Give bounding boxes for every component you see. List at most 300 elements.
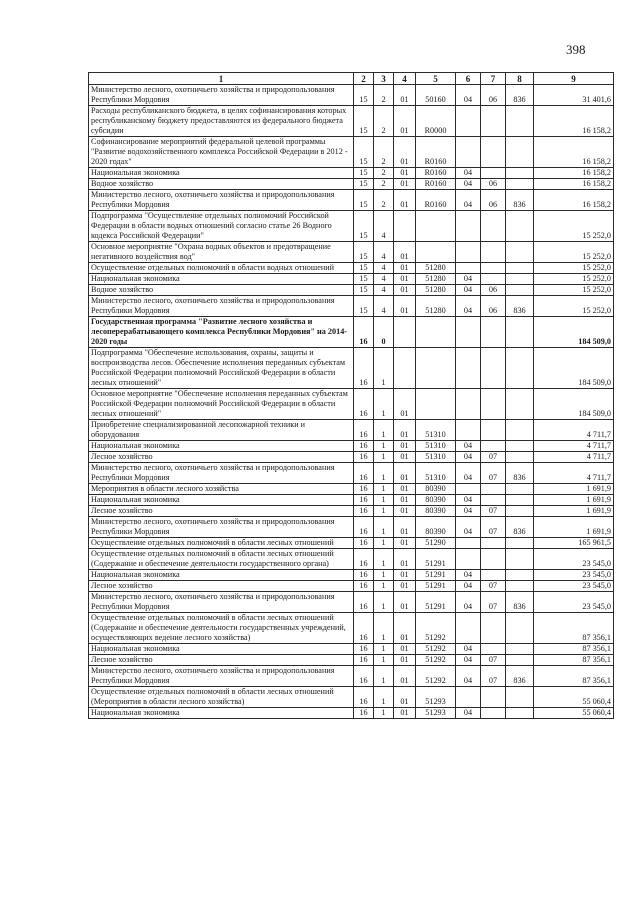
row-col-6: 04 xyxy=(456,570,481,581)
table-row xyxy=(89,179,614,190)
row-col-2: 16 xyxy=(354,687,374,708)
budget-table xyxy=(88,72,614,719)
row-col-6: 04 xyxy=(456,463,481,484)
row-col-7 xyxy=(481,168,506,179)
table-row xyxy=(89,242,614,263)
row-amount: 184 509,0 xyxy=(534,389,614,420)
row-col-2: 16 xyxy=(354,463,374,484)
row-col-8 xyxy=(506,263,534,274)
row-col-4: 01 xyxy=(394,538,416,549)
header-col-6: 6 xyxy=(456,73,481,85)
row-col-3: 1 xyxy=(374,592,394,613)
row-col-8 xyxy=(506,581,534,592)
row-col-5: R0160 xyxy=(416,179,456,190)
table-row xyxy=(89,168,614,179)
row-col-5: 51280 xyxy=(416,296,456,317)
row-col-6 xyxy=(456,317,481,348)
table-row xyxy=(89,263,614,274)
row-amount: 184 509,0 xyxy=(534,317,614,348)
row-col-2: 16 xyxy=(354,420,374,441)
row-col-3: 1 xyxy=(374,708,394,719)
row-col-3: 4 xyxy=(374,296,394,317)
row-col-8 xyxy=(506,211,534,242)
row-col-3: 1 xyxy=(374,517,394,538)
row-col-7 xyxy=(481,242,506,263)
table-row xyxy=(89,348,614,389)
row-col-7 xyxy=(481,495,506,506)
row-amount: 16 158,2 xyxy=(534,106,614,137)
header-col-8: 8 xyxy=(506,73,534,85)
row-col-4: 01 xyxy=(394,274,416,285)
row-col-7 xyxy=(481,708,506,719)
row-col-4: 01 xyxy=(394,452,416,463)
row-col-4: 01 xyxy=(394,613,416,644)
row-name: Осуществление отдельных полномочий в области водных отношений xyxy=(89,263,354,274)
row-amount: 23 545,0 xyxy=(534,581,614,592)
row-col-5: 51292 xyxy=(416,655,456,666)
row-col-2: 15 xyxy=(354,168,374,179)
row-col-3: 1 xyxy=(374,687,394,708)
row-col-5: 51280 xyxy=(416,285,456,296)
row-col-4: 01 xyxy=(394,106,416,137)
row-name: Национальная экономика xyxy=(89,168,354,179)
row-col-5: 51293 xyxy=(416,708,456,719)
row-col-4: 01 xyxy=(394,495,416,506)
header-col-5: 5 xyxy=(416,73,456,85)
table-row xyxy=(89,655,614,666)
row-col-8: 836 xyxy=(506,463,534,484)
row-col-6: 04 xyxy=(456,285,481,296)
row-amount: 31 401,6 xyxy=(534,85,614,106)
row-col-2: 16 xyxy=(354,348,374,389)
row-col-5: 80390 xyxy=(416,517,456,538)
row-col-3: 0 xyxy=(374,317,394,348)
row-col-4: 01 xyxy=(394,168,416,179)
header-col-1: 1 xyxy=(89,73,354,85)
row-amount: 1 691,9 xyxy=(534,517,614,538)
row-amount: 87 356,1 xyxy=(534,644,614,655)
row-col-6: 04 xyxy=(456,441,481,452)
row-col-4: 01 xyxy=(394,420,416,441)
row-col-8 xyxy=(506,484,534,495)
row-amount: 15 252,0 xyxy=(534,242,614,263)
row-name: Основное мероприятие "Охрана водных объектов и предотвращение негативного воздействия вод" xyxy=(89,242,354,263)
row-col-2: 16 xyxy=(354,506,374,517)
row-col-6: 04 xyxy=(456,85,481,106)
row-col-3: 2 xyxy=(374,168,394,179)
row-name: Национальная экономика xyxy=(89,495,354,506)
row-col-5: 80390 xyxy=(416,506,456,517)
row-col-4: 01 xyxy=(394,506,416,517)
row-col-6: 04 xyxy=(456,452,481,463)
row-col-6 xyxy=(456,348,481,389)
row-amount: 4 711,7 xyxy=(534,452,614,463)
table-row xyxy=(89,317,614,348)
row-col-8: 836 xyxy=(506,517,534,538)
row-col-7 xyxy=(481,389,506,420)
row-name: Лесное хозяйство xyxy=(89,506,354,517)
row-col-3: 1 xyxy=(374,452,394,463)
row-col-8: 836 xyxy=(506,666,534,687)
row-col-4: 01 xyxy=(394,85,416,106)
row-col-4: 01 xyxy=(394,592,416,613)
row-col-5: 80390 xyxy=(416,495,456,506)
row-amount: 15 252,0 xyxy=(534,263,614,274)
row-col-5 xyxy=(416,317,456,348)
row-col-2: 15 xyxy=(354,242,374,263)
row-col-7: 07 xyxy=(481,655,506,666)
row-col-3: 1 xyxy=(374,538,394,549)
row-col-8 xyxy=(506,285,534,296)
row-col-8: 836 xyxy=(506,190,534,211)
table-row xyxy=(89,389,614,420)
row-col-8 xyxy=(506,179,534,190)
row-col-7: 06 xyxy=(481,285,506,296)
row-col-3: 1 xyxy=(374,613,394,644)
row-col-5: 51292 xyxy=(416,644,456,655)
row-col-2: 16 xyxy=(354,708,374,719)
row-name: Лесное хозяйство xyxy=(89,655,354,666)
row-col-5 xyxy=(416,348,456,389)
row-col-5: 51280 xyxy=(416,263,456,274)
row-col-8 xyxy=(506,317,534,348)
row-col-7: 06 xyxy=(481,85,506,106)
row-col-7: 07 xyxy=(481,517,506,538)
row-amount: 15 252,0 xyxy=(534,296,614,317)
row-col-6 xyxy=(456,613,481,644)
row-col-7: 06 xyxy=(481,296,506,317)
row-col-4: 01 xyxy=(394,644,416,655)
row-col-4: 01 xyxy=(394,655,416,666)
row-col-4: 01 xyxy=(394,242,416,263)
row-col-8 xyxy=(506,570,534,581)
table-row xyxy=(89,592,614,613)
row-amount: 4 711,7 xyxy=(534,420,614,441)
row-col-4 xyxy=(394,317,416,348)
row-col-8 xyxy=(506,106,534,137)
row-col-2: 16 xyxy=(354,666,374,687)
row-amount: 55 060,4 xyxy=(534,687,614,708)
row-col-4: 01 xyxy=(394,687,416,708)
row-name: Национальная экономика xyxy=(89,441,354,452)
table-body xyxy=(89,85,614,719)
table-row xyxy=(89,274,614,285)
table-row xyxy=(89,666,614,687)
row-col-5 xyxy=(416,242,456,263)
row-col-6 xyxy=(456,263,481,274)
row-col-6: 04 xyxy=(456,708,481,719)
row-col-6: 04 xyxy=(456,274,481,285)
row-amount: 15 252,0 xyxy=(534,274,614,285)
row-col-3: 1 xyxy=(374,506,394,517)
row-col-4: 01 xyxy=(394,285,416,296)
table-row xyxy=(89,687,614,708)
row-col-8 xyxy=(506,655,534,666)
row-col-3: 4 xyxy=(374,242,394,263)
row-amount: 1 691,9 xyxy=(534,506,614,517)
row-col-3: 4 xyxy=(374,263,394,274)
row-col-3: 1 xyxy=(374,389,394,420)
row-name: Министерство лесного, охотничьего хозяйства и природопользования Республики Мордовия xyxy=(89,190,354,211)
row-name: Министерство лесного, охотничьего хозяйства и природопользования Республики Мордовия xyxy=(89,517,354,538)
row-col-6 xyxy=(456,420,481,441)
row-col-7 xyxy=(481,538,506,549)
row-amount: 55 060,4 xyxy=(534,708,614,719)
table-row xyxy=(89,538,614,549)
table-row xyxy=(89,190,614,211)
row-col-6 xyxy=(456,137,481,168)
row-col-5: 51291 xyxy=(416,581,456,592)
row-col-6 xyxy=(456,484,481,495)
table-row xyxy=(89,708,614,719)
row-amount: 16 158,2 xyxy=(534,179,614,190)
row-col-7 xyxy=(481,613,506,644)
header-col-2: 2 xyxy=(354,73,374,85)
row-col-8: 836 xyxy=(506,592,534,613)
row-col-7 xyxy=(481,348,506,389)
row-col-2: 16 xyxy=(354,441,374,452)
table-row xyxy=(89,285,614,296)
row-col-4: 01 xyxy=(394,137,416,168)
row-col-7 xyxy=(481,570,506,581)
row-col-8 xyxy=(506,348,534,389)
row-col-7: 07 xyxy=(481,506,506,517)
row-col-8 xyxy=(506,420,534,441)
row-col-6 xyxy=(456,687,481,708)
table-row xyxy=(89,644,614,655)
row-col-3: 1 xyxy=(374,495,394,506)
row-col-7 xyxy=(481,687,506,708)
row-col-6: 04 xyxy=(456,666,481,687)
row-col-3: 1 xyxy=(374,441,394,452)
table-row xyxy=(89,441,614,452)
row-col-5: 51310 xyxy=(416,441,456,452)
row-col-3: 1 xyxy=(374,420,394,441)
row-col-5: 51293 xyxy=(416,687,456,708)
table-row xyxy=(89,463,614,484)
row-col-3: 2 xyxy=(374,85,394,106)
row-col-6: 04 xyxy=(456,506,481,517)
row-col-6: 04 xyxy=(456,644,481,655)
row-name: Министерство лесного, охотничьего хозяйства и природопользования Республики Мордовия xyxy=(89,296,354,317)
header-col-7: 7 xyxy=(481,73,506,85)
row-amount: 23 545,0 xyxy=(534,592,614,613)
row-col-3: 1 xyxy=(374,581,394,592)
row-amount: 87 356,1 xyxy=(534,666,614,687)
row-amount: 1 691,9 xyxy=(534,484,614,495)
row-amount: 87 356,1 xyxy=(534,655,614,666)
row-name: Осуществление отдельных полномочий в области лесных отношений xyxy=(89,538,354,549)
row-col-8 xyxy=(506,168,534,179)
row-col-4 xyxy=(394,348,416,389)
row-col-8 xyxy=(506,389,534,420)
row-name: Осуществление отдельных полномочий в области лесных отношений (Содержание и обеспечение деятельности государственных учреждений, осуществляющих ведение лесного хозяйства) xyxy=(89,613,354,644)
row-col-2: 15 xyxy=(354,179,374,190)
row-col-2: 15 xyxy=(354,137,374,168)
row-col-8 xyxy=(506,452,534,463)
table-row xyxy=(89,484,614,495)
row-amount: 4 711,7 xyxy=(534,463,614,484)
row-col-7 xyxy=(481,106,506,137)
row-col-5 xyxy=(416,211,456,242)
row-col-3: 1 xyxy=(374,549,394,570)
table-row xyxy=(89,106,614,137)
row-col-6: 04 xyxy=(456,517,481,538)
row-col-2: 16 xyxy=(354,655,374,666)
row-col-8 xyxy=(506,242,534,263)
row-name: Мероприятия в области лесного хозяйства xyxy=(89,484,354,495)
row-col-7: 06 xyxy=(481,179,506,190)
row-name: Государственная программа "Развитие лесного хозяйства и лесоперерабатывающего комплекса Республики Мордовия" на 2014-2020 годы xyxy=(89,317,354,348)
row-col-5 xyxy=(416,389,456,420)
row-col-5: 51290 xyxy=(416,538,456,549)
row-name: Министерство лесного, охотничьего хозяйства и природопользования Республики Мордовия xyxy=(89,85,354,106)
row-col-6: 04 xyxy=(456,296,481,317)
row-col-2: 15 xyxy=(354,85,374,106)
row-col-5: 80390 xyxy=(416,484,456,495)
row-col-2: 16 xyxy=(354,517,374,538)
row-name: Водное хозяйство xyxy=(89,179,354,190)
row-col-6: 04 xyxy=(456,168,481,179)
row-col-4: 01 xyxy=(394,581,416,592)
row-col-6: 04 xyxy=(456,592,481,613)
row-col-4: 01 xyxy=(394,666,416,687)
table-row xyxy=(89,570,614,581)
row-col-2: 15 xyxy=(354,285,374,296)
row-col-8 xyxy=(506,708,534,719)
row-amount: 15 252,0 xyxy=(534,285,614,296)
row-col-8: 836 xyxy=(506,85,534,106)
row-col-5: 50160 xyxy=(416,85,456,106)
row-name: Национальная экономика xyxy=(89,274,354,285)
row-amount: 165 961,5 xyxy=(534,538,614,549)
row-col-2: 16 xyxy=(354,570,374,581)
row-col-2: 15 xyxy=(354,296,374,317)
row-amount: 23 545,0 xyxy=(534,549,614,570)
row-col-8 xyxy=(506,441,534,452)
row-name: Национальная экономика xyxy=(89,644,354,655)
row-col-4: 01 xyxy=(394,263,416,274)
row-col-3: 1 xyxy=(374,463,394,484)
row-col-2: 15 xyxy=(354,263,374,274)
row-col-8 xyxy=(506,495,534,506)
row-col-6 xyxy=(456,242,481,263)
row-col-3: 1 xyxy=(374,348,394,389)
row-name: Лесное хозяйство xyxy=(89,581,354,592)
row-col-3: 4 xyxy=(374,285,394,296)
row-col-4: 01 xyxy=(394,463,416,484)
row-col-7 xyxy=(481,263,506,274)
row-col-8 xyxy=(506,613,534,644)
row-col-5: R0160 xyxy=(416,190,456,211)
row-col-2: 15 xyxy=(354,274,374,285)
table-row xyxy=(89,517,614,538)
row-col-2: 16 xyxy=(354,389,374,420)
row-col-3: 2 xyxy=(374,190,394,211)
row-col-2: 15 xyxy=(354,106,374,137)
row-col-5: R0160 xyxy=(416,137,456,168)
row-col-2: 16 xyxy=(354,613,374,644)
row-col-7 xyxy=(481,137,506,168)
row-name: Подпрограмма "Осуществление отдельных полномочий Российской Федерации в области водных отношений согласно статье 26 Водного кодекса Российской Федерации" xyxy=(89,211,354,242)
row-amount: 16 158,2 xyxy=(534,190,614,211)
row-col-2: 16 xyxy=(354,549,374,570)
row-col-5: 51291 xyxy=(416,549,456,570)
row-name: Министерство лесного, охотничьего хозяйства и природопользования Республики Мордовия xyxy=(89,592,354,613)
row-col-5: 51291 xyxy=(416,570,456,581)
row-amount: 15 252,0 xyxy=(534,211,614,242)
table-row xyxy=(89,506,614,517)
row-col-3: 1 xyxy=(374,570,394,581)
row-name: Министерство лесного, охотничьего хозяйства и природопользования Республики Мордовия xyxy=(89,463,354,484)
row-col-7 xyxy=(481,274,506,285)
row-col-6: 04 xyxy=(456,581,481,592)
row-col-8 xyxy=(506,506,534,517)
row-col-7 xyxy=(481,441,506,452)
row-col-7: 07 xyxy=(481,452,506,463)
row-name: Основное мероприятие "Обеспечение исполнения переданных субъектам Российской Федерации полномочий Российской Федерации в области лесных отношений" xyxy=(89,389,354,420)
row-col-2: 16 xyxy=(354,452,374,463)
row-amount: 16 158,2 xyxy=(534,168,614,179)
table-row xyxy=(89,613,614,644)
row-name: Лесное хозяйство xyxy=(89,452,354,463)
row-col-2: 16 xyxy=(354,581,374,592)
row-col-5: R0000 xyxy=(416,106,456,137)
table-row xyxy=(89,452,614,463)
row-col-2: 16 xyxy=(354,317,374,348)
row-col-8 xyxy=(506,538,534,549)
row-col-2: 16 xyxy=(354,644,374,655)
row-col-4: 01 xyxy=(394,190,416,211)
row-col-4: 01 xyxy=(394,708,416,719)
row-col-8 xyxy=(506,549,534,570)
row-col-2: 16 xyxy=(354,538,374,549)
row-col-2: 15 xyxy=(354,190,374,211)
row-col-8: 836 xyxy=(506,296,534,317)
row-name: Подпрограмма "Обеспечение использования, охраны, защиты и воспроизводства лесов. Обеспечение исполнения переданных субъектам Российской Федерации полномочий Российской Федерации в области лесных отношений" xyxy=(89,348,354,389)
row-col-4: 01 xyxy=(394,484,416,495)
row-amount: 23 545,0 xyxy=(534,570,614,581)
table-row xyxy=(89,495,614,506)
row-col-3: 4 xyxy=(374,211,394,242)
row-col-7: 07 xyxy=(481,666,506,687)
row-col-7: 07 xyxy=(481,592,506,613)
row-col-7 xyxy=(481,211,506,242)
row-col-6: 04 xyxy=(456,190,481,211)
row-col-6: 04 xyxy=(456,655,481,666)
row-name: Осуществление отдельных полномочий в области лесных отношений (Мероприятия в области лесного хозяйства) xyxy=(89,687,354,708)
row-col-6 xyxy=(456,106,481,137)
row-col-4: 01 xyxy=(394,296,416,317)
header-col-9: 9 xyxy=(534,73,614,85)
row-col-7: 07 xyxy=(481,463,506,484)
row-name: Приобретение специализированной лесопожарной техники и оборудования xyxy=(89,420,354,441)
row-col-4: 01 xyxy=(394,179,416,190)
row-col-4 xyxy=(394,211,416,242)
row-amount: 184 509,0 xyxy=(534,348,614,389)
table-row xyxy=(89,420,614,441)
row-amount: 87 356,1 xyxy=(534,613,614,644)
row-col-3: 1 xyxy=(374,666,394,687)
row-name: Национальная экономика xyxy=(89,708,354,719)
table-row xyxy=(89,581,614,592)
row-col-7 xyxy=(481,317,506,348)
row-col-7 xyxy=(481,420,506,441)
row-col-2: 16 xyxy=(354,592,374,613)
row-col-3: 1 xyxy=(374,655,394,666)
row-col-8 xyxy=(506,644,534,655)
row-col-6: 04 xyxy=(456,495,481,506)
